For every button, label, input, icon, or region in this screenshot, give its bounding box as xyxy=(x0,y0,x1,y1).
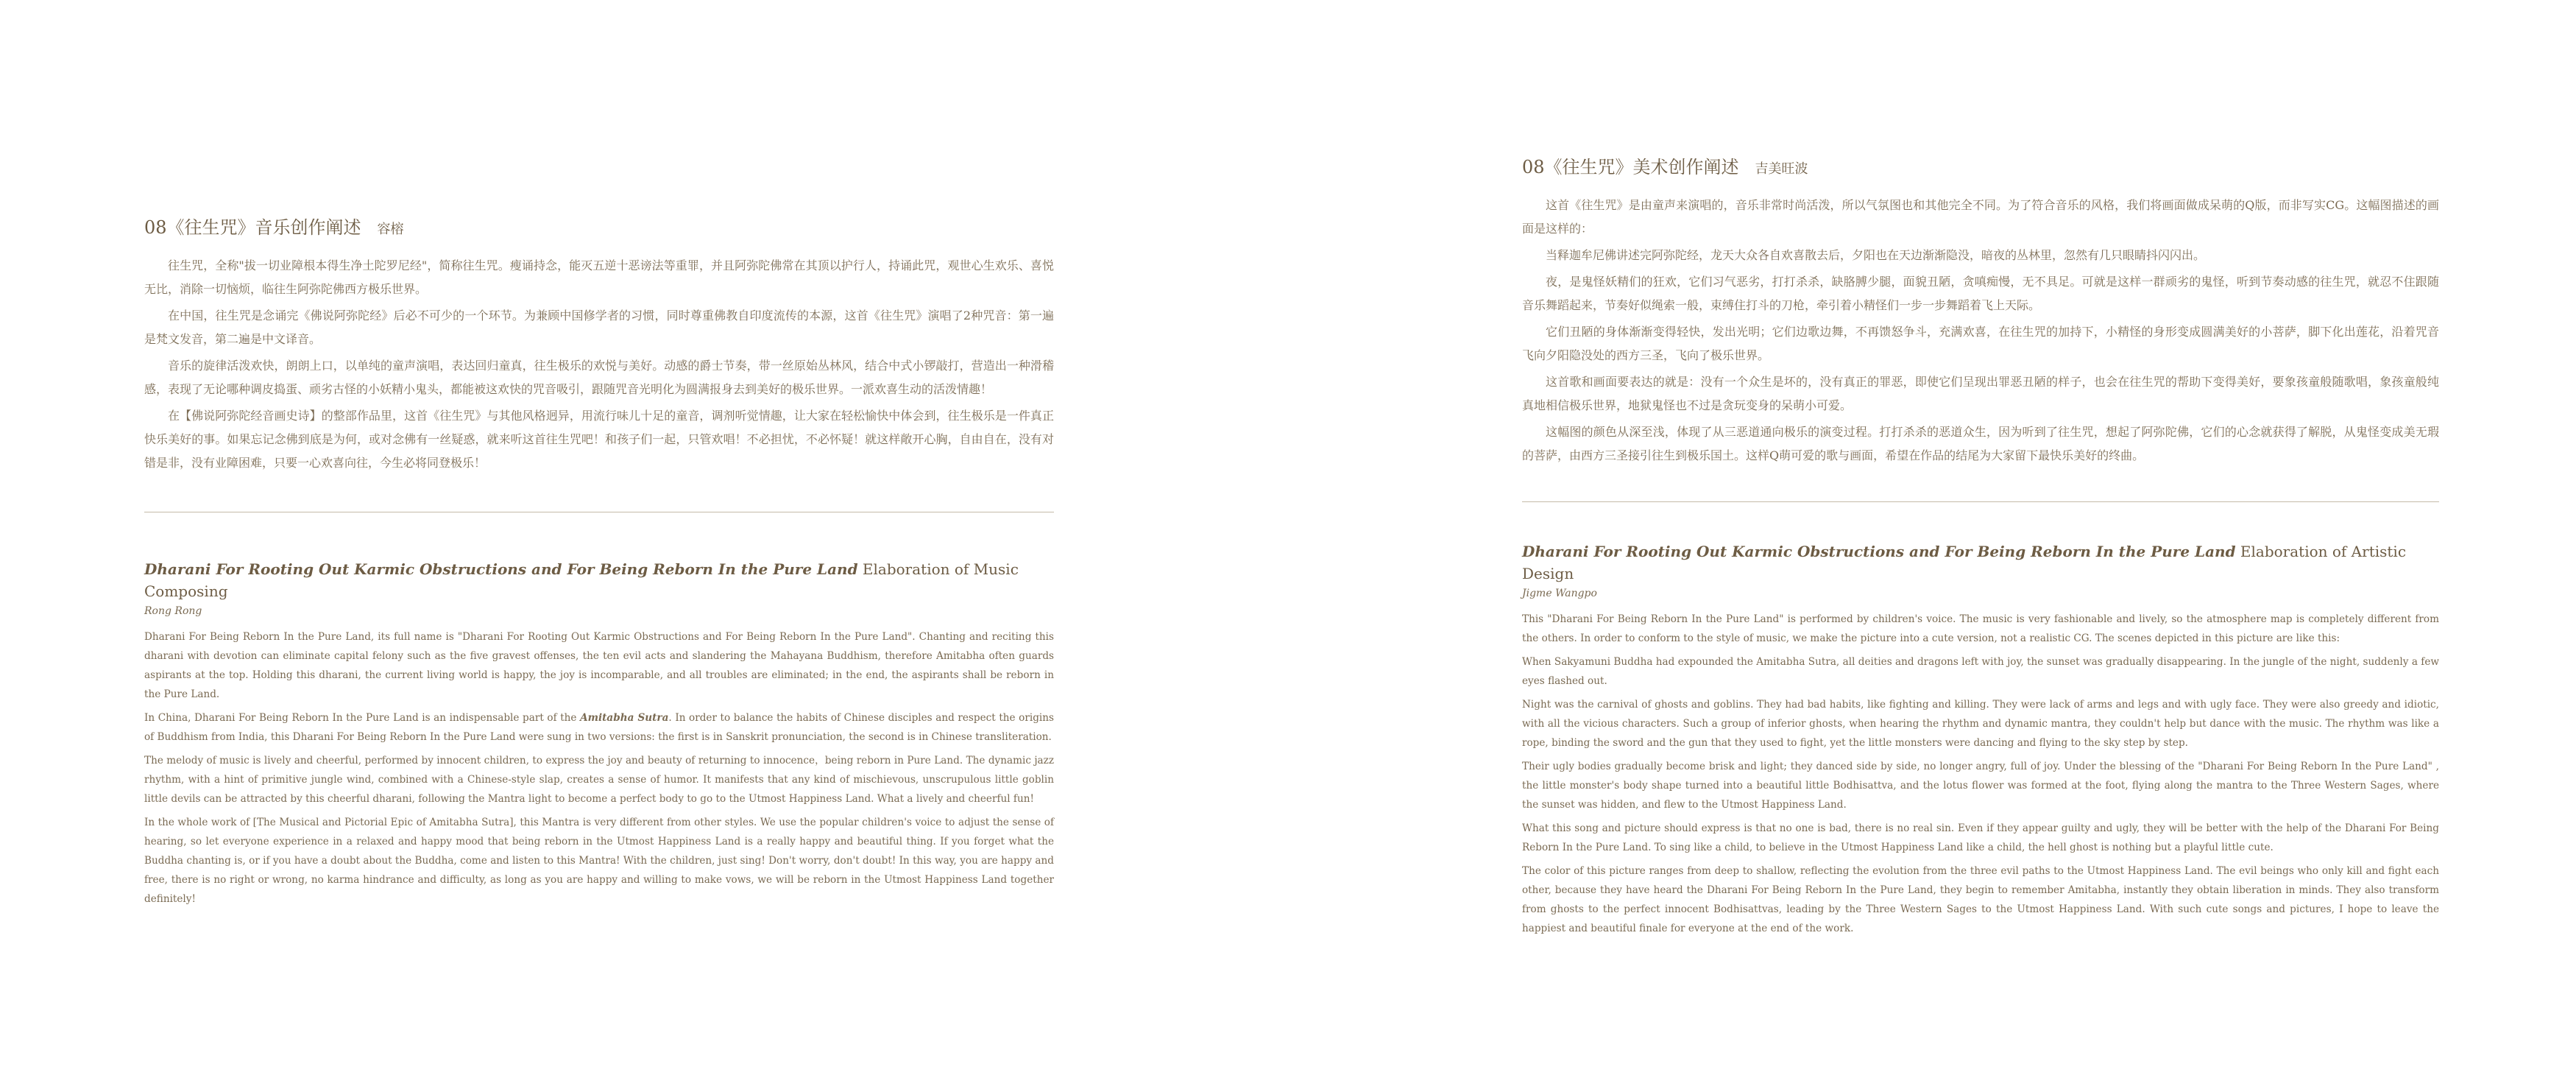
english-paragraph: In the whole work of [The Musical and Pictorial Epic of Amitabha Sutra], this Mantra is very different from other styles. We use the popular children's voice to adjust the sense of hearing, so let everyone experience in a relaxed and happy mood that being reborn in the Utmost Happiness Land is a really happy and beautiful thing. If you forget what the Buddha chanting is, or if you have a doubt about the Buddha, come and listen to this Mantra! With the children, just sing! Don't worry, don't doubt! In this way, you are happy and free, there is no right or wrong, no karma hindrance and difficulty, as long as you are happy and willing to make vows, we will be reborn in the Utmost Happiness Land together definitely! xyxy=(144,817,1054,905)
english-title-italic: Dharani For Rooting Out Karmic Obstructions and For Being Reborn In the Pure Land xyxy=(144,560,858,578)
section-divider xyxy=(1522,501,2439,502)
sutra-name: Amitabha Sutra xyxy=(580,712,669,724)
chinese-author: 吉美旺波 xyxy=(1755,161,1808,177)
english-text: In China, Dharani For Being Reborn In the Pure Land is an indispensable part of the xyxy=(144,712,581,724)
english-body xyxy=(144,627,1054,909)
chinese-paragraph: 这首《往生咒》是由童声来演唱的，音乐非常时尚活泼，所以气氛图也和其他完全不同。为了符合音乐的风格，我们将画面做成呆萌的Q版，而非写实CG。这幅图描述的画面是这样的： xyxy=(1522,198,2439,236)
chinese-title-text: 08《往生咒》音乐创作阐述 xyxy=(144,217,361,238)
chinese-paragraph: 它们丑陋的身体渐渐变得轻快，发出光明；它们边歌边舞，不再馈怒争斗，充满欢喜，在往生咒的加持下，小精怪的身形变成圆满美好的小菩萨，脚下化出莲花，沿着咒音飞向夕阳隐没处的西方三圣，飞向了极乐世界。 xyxy=(1522,325,2439,362)
english-author: Rong Rong xyxy=(144,605,202,617)
chinese-title xyxy=(144,215,1054,242)
english-paragraph: What this song and picture should express is that no one is bad, there is no real sin. Even if they appear guilty and ugly, they will be better with the help of the Dharani For Being Reborn In the Pure Land. To sing like a child, to believe in the Utmost Happiness Land like a child, the hell ghost is nothing but a playful little cute. xyxy=(1522,822,2439,853)
chinese-body xyxy=(144,254,1054,475)
english-paragraph: The color of this picture ranges from deep to shallow, reflecting the evolution from the three evil paths to the Utmost Happiness Land. The evil beings who only kill and fight each other, because they have heard the Dharani For Being Reborn In the Pure Land, they begin to remember Amitabha, instantly they obtain liberation in minds. They also transform from ghosts to the perfect innocent Bodhisattvas, leading by the Three Western Sages to the Utmost Happiness Land. With such cute songs and pictures, I hope to leave the happiest and beautiful finale for everyone at the end of the work. xyxy=(1522,865,2439,934)
english-author: Jigme Wangpo xyxy=(1522,588,1597,599)
english-paragraph xyxy=(144,708,1054,747)
english-title xyxy=(1522,540,2439,585)
chinese-paragraph: 在【佛说阿弥陀经音画史诗】的整部作品里，这首《往生咒》与其他风格迥异，用流行味儿十足的童音，调剂听觉情趣，让大家在轻松愉快中体会到，往生极乐是一件真正快乐美好的事。如果忘记念佛到底是为何，或对念佛有一丝疑惑，就来听这首往生咒吧！和孩子们一起，只管欢唱！不必担忧，不必怀疑！就这样敞开心胸，自由自在，没有对错是非，没有业障困难，只要一心欢喜向往，今生必将同登极乐！ xyxy=(144,409,1054,470)
music-composing-column xyxy=(144,215,1054,913)
chinese-author: 容榕 xyxy=(377,222,404,237)
english-title-rest: Elaboration of Artistic Design xyxy=(1522,543,2407,582)
chinese-title xyxy=(1522,155,2439,182)
chinese-paragraph: 往生咒，全称"拔一切业障根本得生净土陀罗尼经"，简称往生咒。瘦诵持念，能灭五逆十恶谤法等重罪，并且阿弥陀佛常在其顶以护行人，持诵此咒，观世心生欢乐、喜悦无比，消除一切恼烦，临往生阿弥陀佛西方极乐世界。 xyxy=(144,258,1054,296)
english-paragraph: Their ugly bodies gradually become brisk and light; they danced side by side, no longer angry, full of joy. Under the blessing of the "Dharani For Being Reborn In the Pure Land" , the little monster's body shape turned into a beautiful little Bodhisattva, and the lotus flower was formed at the foot, flying along the mantra to the Three Western Sages, where the sunset was hidden, and flew to the Utmost Happiness Land. xyxy=(1522,761,2439,811)
chinese-paragraph: 当释迦牟尼佛讲述完阿弥陀经，龙天大众各自欢喜散去后，夕阳也在天边渐渐隐没，暗夜的丛林里，忽然有几只眼睛抖闪闪出。 xyxy=(1546,248,2206,262)
english-paragraph: When Sakyamuni Buddha had expounded the Amitabha Sutra, all deities and dragons left with joy, the sunset was gradually disappearing. In the jungle of the night, suddenly a few eyes flashed out. xyxy=(1522,656,2439,687)
chinese-body xyxy=(1522,194,2439,468)
english-paragraph: Night was the carnival of ghosts and goblins. They had bad habits, like fighting and killing. They were lack of arms and legs and with ugly face. They were also greedy and idiotic, with all the vicious characters. Such a group of inferior ghosts, when hearing the rhythm and dynamic mantra, they couldn't help but dance with the music. The rhythm was like a rope, binding the sword and the gun that they used to fight, yet the little monsters were dancing and flying to the sky step by step. xyxy=(1522,699,2439,749)
chinese-paragraph: 在中国，往生咒是念诵完《佛说阿弥陀经》后必不可少的一个环节。为兼顾中国修学者的习惯，同时尊重佛教自印度流传的本源，这首《往生咒》演唱了2种咒音：第一遍是梵文发音，第二遍是中文译音。 xyxy=(144,309,1054,346)
chinese-paragraph: 夜，是鬼怪妖精们的狂欢，它们习气恶劣，打打杀杀，缺胳膊少腿，面貌丑陋，贪嗔痴慢，无不具足。可就是这样一群顽劣的鬼怪，听到节奏动感的往生咒，就忍不住跟随音乐舞蹈起来，节奏好似绳索一般，束缚住打斗的刀枪，牵引着小精怪们一步一步舞蹈着飞上天际。 xyxy=(1522,275,2439,312)
english-paragraph: This "Dharani For Being Reborn In the Pure Land" is performed by children's voice. The music is very fashionable and lively, so the atmosphere map is completely different from the others. In order to conform to the style of music, we make the picture into a cute version, not a realistic CG. The scenes depicted in this picture are like this: xyxy=(1522,613,2439,644)
english-body xyxy=(1522,610,2439,938)
english-paragraph: The melody of music is lively and cheerful, performed by innocent children, to express the joy and beauty of returning to innocence，being reborn in Pure Land. The dynamic jazz rhythm, with a hint of primitive jungle wind, combined with a Chinese-style slap, creates a sense of humor. It manifests that any kind of mischievous, unscrupulous little goblin little devils can be attracted by this cheerful dharani, following the Mantra light to become a perfect body to go to the Utmost Happiness Land. What a lively and cheerful fun! xyxy=(144,755,1054,805)
english-text: . In order to balance the habits of Chinese disciples and respect the origins of Buddhism from India, this Dharani For Being Reborn In the Pure Land were sung in two versions: the first is in Sanskrit pronunciation, the second is in Chinese transliteration. xyxy=(144,712,1054,743)
english-title xyxy=(144,558,1054,602)
chinese-paragraph: 这幅图的颜色从深至浅，体现了从三恶道通向极乐的演变过程。打打杀杀的恶道众生，因为听到了往生咒，想起了阿弥陀佛，它们的心念就获得了解脱，从鬼怪变成美无瑕的菩萨，由西方三圣接引往生到极乐国土。这样Q萌可爱的歌与画面，希望在作品的结尾为大家留下最快乐美好的终曲。 xyxy=(1522,425,2439,462)
chinese-title-text: 08《往生咒》美术创作阐述 xyxy=(1522,157,1739,177)
english-paragraph: Dharani For Being Reborn In the Pure Land, its full name is "Dharani For Rooting Out Karmic Obstructions and For Being Reborn In the Pure Land". Chanting and reciting this dharani with devotion can eliminate capital felony such as the five gravest offenses, the ten evil acts and slandering the Mahayana Buddhism, therefore Amitabha often guards aspirants at the top. Holding this dharani, the current living world is happy, the joy is incomparable, and all troubles are eliminated; in the end, the aspirants shall be reborn in the Pure Land. xyxy=(144,631,1054,700)
english-title-rest: Elaboration of Music Composing xyxy=(144,560,1019,600)
chinese-paragraph: 这首歌和画面要表达的就是：没有一个众生是坏的，没有真正的罪恶，即使它们呈现出罪恶丑陋的样子，也会在往生咒的帮助下变得美好，要象孩童般随歌唱，象孩童般纯真地相信极乐世界，地狱鬼怪也不过是贪玩变身的呆萌小可爱。 xyxy=(1522,375,2439,412)
chinese-paragraph: 音乐的旋律活泼欢快，朗朗上口，以单纯的童声演唱，表达回归童真，往生极乐的欢悦与美好。动感的爵士节奏，带一丝原始丛林风，结合中式小锣敲打，营造出一种滑稽感，表现了无论哪种调皮捣蛋、顽劣古怪的小妖精小鬼头，都能被这欢快的咒音吸引，跟随咒音光明化为圆满报身去到美好的极乐世界。一派欢喜生动的活泼情趣！ xyxy=(144,359,1054,396)
english-title-italic: Dharani For Rooting Out Karmic Obstructions and For Being Reborn In the Pure Land xyxy=(1522,543,2236,560)
artistic-design-column xyxy=(1522,155,2439,942)
